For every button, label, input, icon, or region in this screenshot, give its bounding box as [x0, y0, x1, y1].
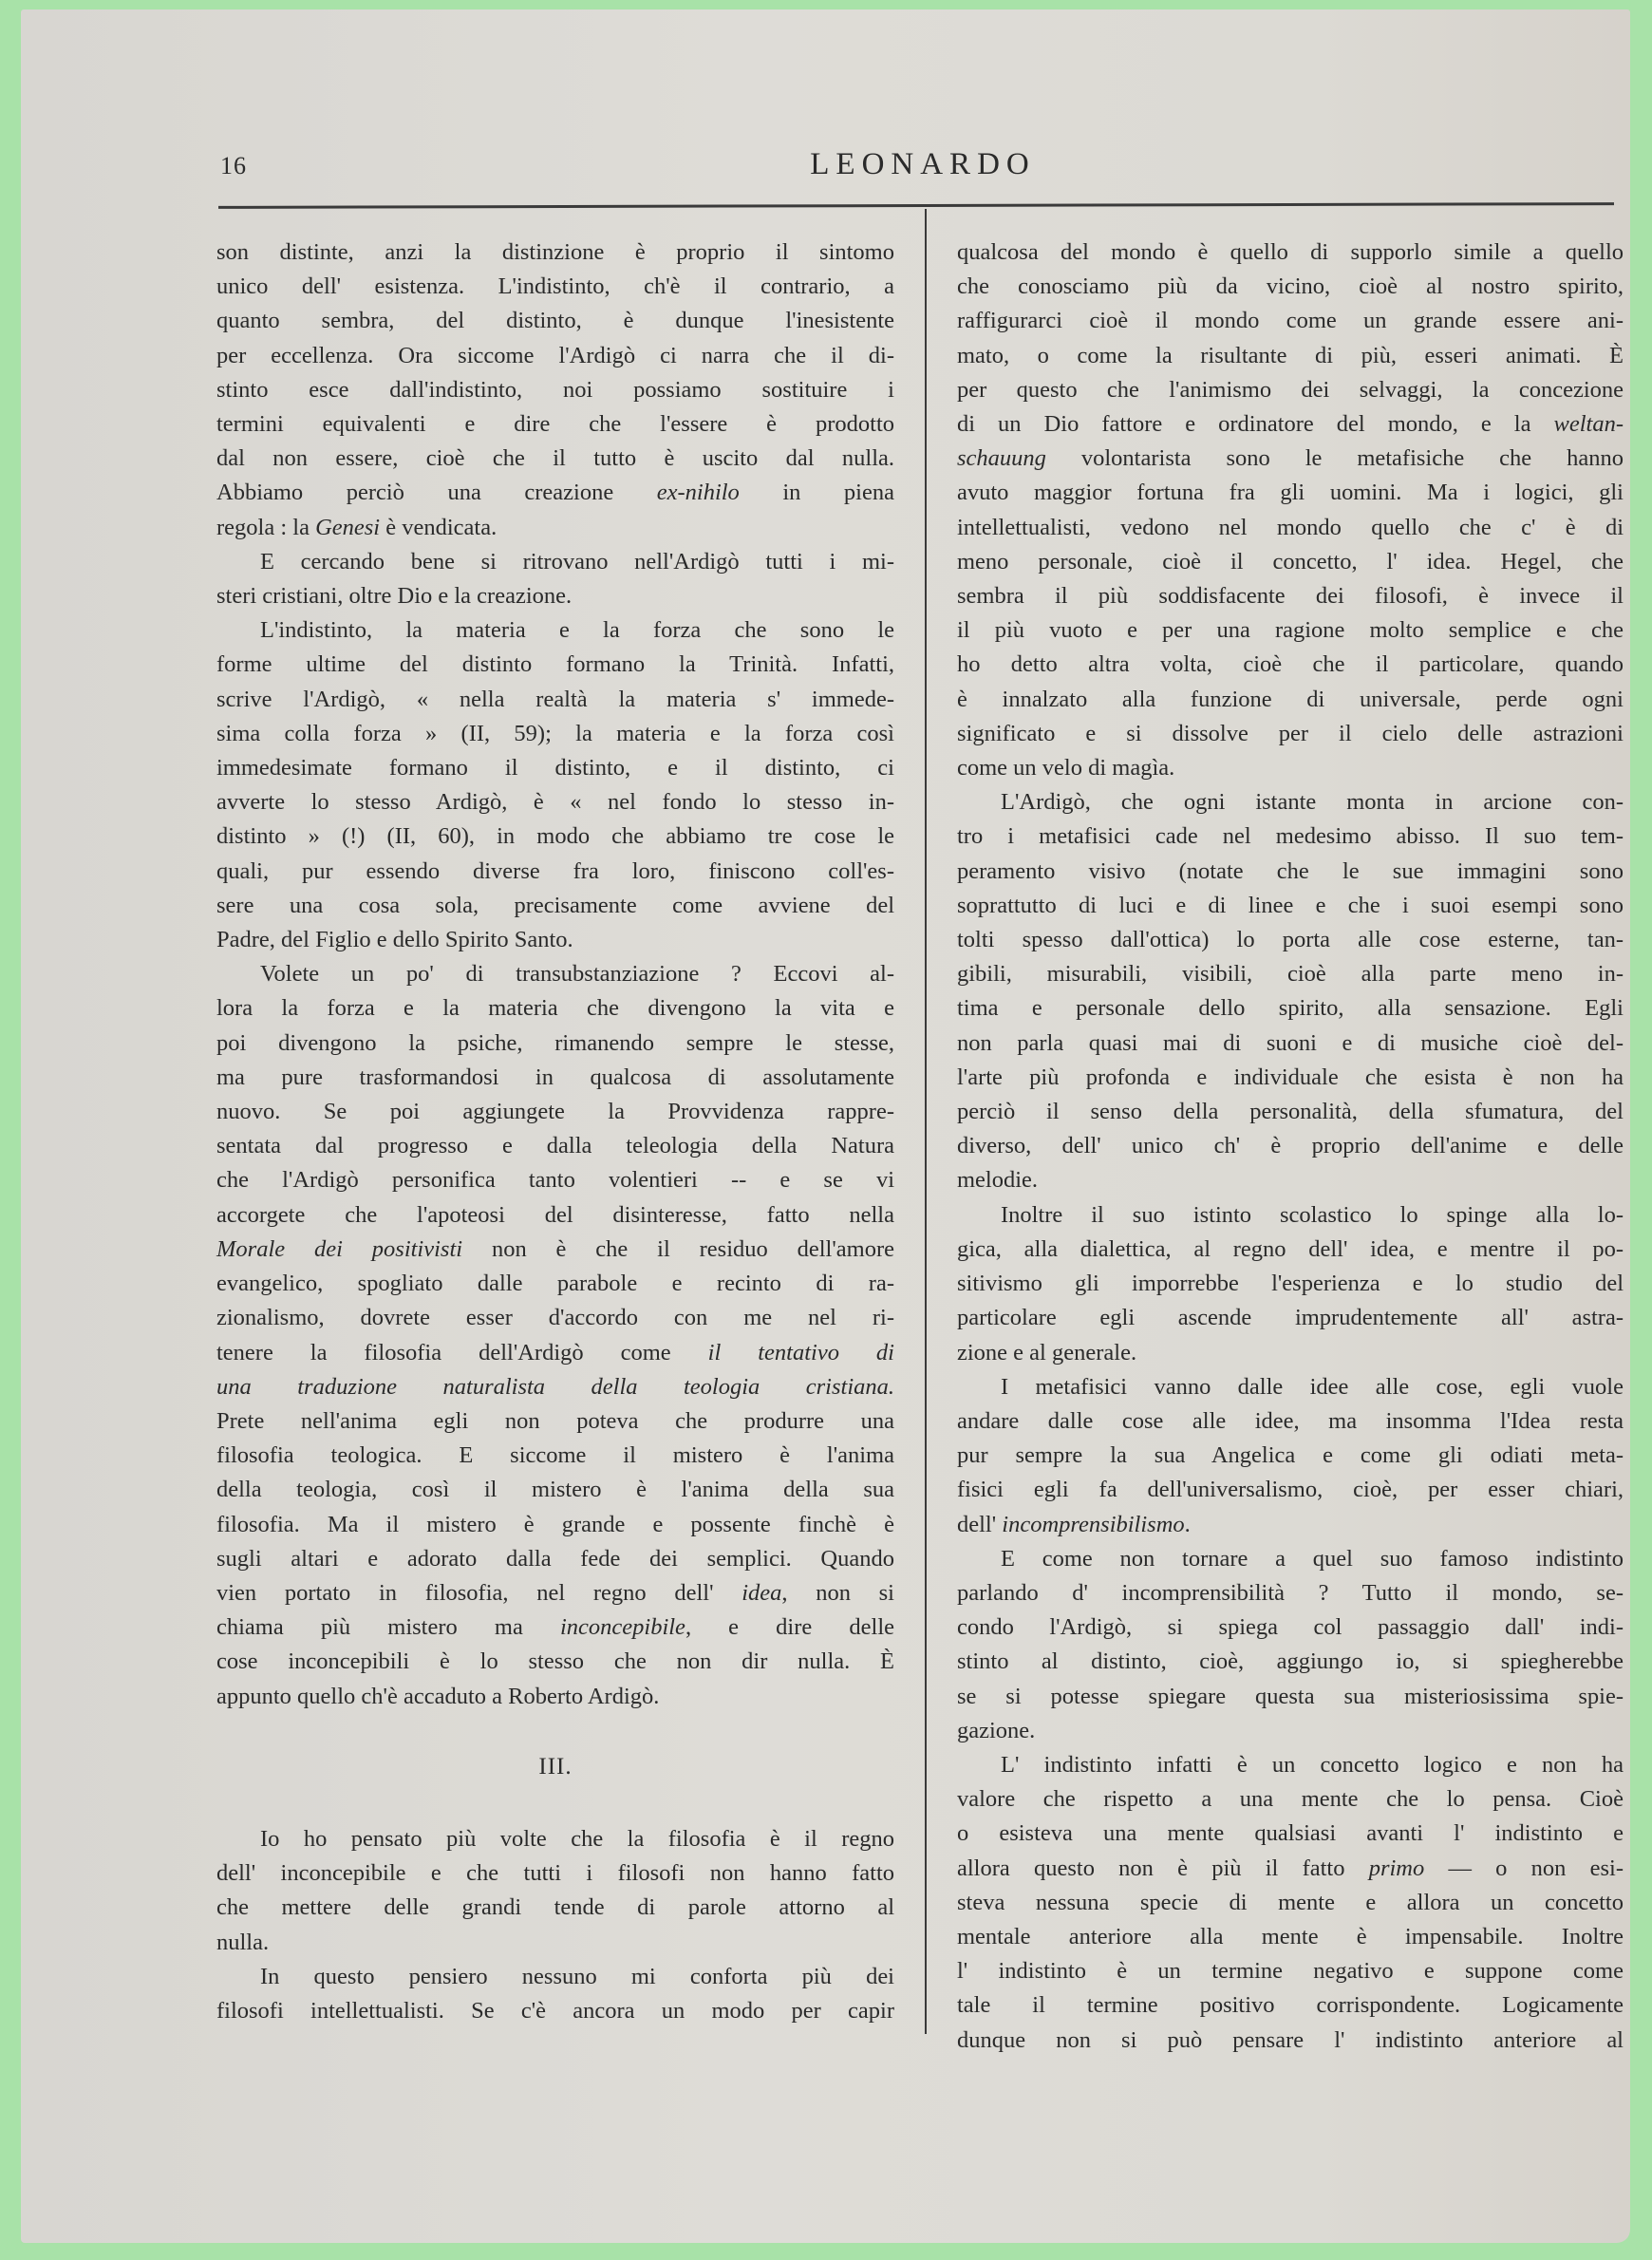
text-run: dunque non si può pensare l' indistinto anteriore al [957, 2026, 1624, 2053]
text-line [216, 613, 894, 648]
text-line [216, 1542, 894, 1576]
text-run: tale il termine positivo corrispondente. Logicamente [957, 1992, 1624, 2019]
text-line [216, 1163, 894, 1197]
text-run: , non si [781, 1579, 894, 1606]
text-line [957, 1163, 1624, 1197]
text-line [957, 270, 1624, 304]
text-line [957, 1508, 1624, 1542]
text-line [216, 1822, 894, 1856]
text-run: stinto al distinto, cioè, aggiungo io, si spiegherebbe [957, 1648, 1624, 1675]
text-run: della teologia, così il mistero è l'anima della sua [216, 1477, 894, 1503]
text-line [957, 1576, 1624, 1610]
text-run: immedesimate formano il distinto, e il distinto, ci [216, 755, 894, 782]
text-run: significato e si dissolve per il cielo delle astrazioni [957, 720, 1624, 746]
italic-text-run: incomprensibilismo [1002, 1511, 1185, 1537]
left-column-text [216, 235, 894, 1714]
italic-text-run: il tentativo di [707, 1339, 894, 1365]
text-line [216, 1680, 894, 1714]
text-run: peramento visivo (notate che le sue immagini sono [957, 857, 1624, 884]
text-line [957, 1645, 1624, 1679]
text-run: ho detto altra volta, cioè che il particolare, quando [957, 651, 1624, 678]
text-line [216, 717, 894, 751]
text-run: sentata dal progresso e dalla teleologia della Natura [216, 1133, 894, 1159]
text-run: accorgete che l'apoteosi del disinteresse, fatto nella [216, 1201, 894, 1228]
text-run: tima e personale dello spirito, alla sensazione. Egli [957, 995, 1624, 1022]
text-run: Volete un po' di transubstanziazione ? Eccovi al- [260, 961, 894, 988]
text-line [957, 2024, 1624, 2058]
text-line [957, 1473, 1624, 1507]
text-run: Prete nell'anima egli non poteva che produrre una [216, 1407, 894, 1434]
text-line [216, 1439, 894, 1473]
text-run: tenere la filosofia dell'Ardigò come [216, 1339, 708, 1365]
text-line [957, 1748, 1624, 1782]
text-line [216, 1473, 894, 1507]
text-line [957, 1267, 1624, 1301]
text-line [216, 1508, 894, 1542]
text-run: filosofia. Ma il mistero è grande e possente finchè è [216, 1511, 894, 1537]
text-run: zionalismo, dovrete esser d'accordo con me nel ri- [216, 1305, 894, 1331]
text-line [957, 1026, 1624, 1061]
text-run: meno personale, cioè il concetto, l' idea. Hegel, che [957, 548, 1624, 574]
text-line [957, 339, 1624, 373]
text-run: volontarista sono le metafisiche che hanno [1045, 445, 1624, 472]
text-run: evangelico, spogliato dalle parabole e recinto di ra- [216, 1271, 894, 1297]
text-line [216, 991, 894, 1026]
text-run: l' indistinto è un termine negativo e suppone come [957, 1958, 1624, 1985]
text-run: nuovo. Se poi aggiungete la Provvidenza rappre- [216, 1099, 894, 1125]
text-line [957, 1886, 1624, 1920]
text-line [216, 785, 894, 819]
text-line [957, 579, 1624, 613]
text-line [216, 1960, 894, 1994]
text-line [216, 751, 894, 785]
header-rule [218, 202, 1614, 209]
scanned-page [21, 9, 1630, 2243]
text-line [216, 683, 894, 717]
text-run: mato, o come la risultante di più, esseri animati. È [957, 342, 1624, 368]
text-run: intellettualisti, vedono nel mondo quello che c' è di [957, 514, 1624, 540]
text-line [957, 1680, 1624, 1714]
running-title: LEONARDO [810, 147, 1036, 181]
text-run: vien portato in filosofia, nel regno dell' [216, 1579, 742, 1606]
text-run: di un Dio fattore e ordinatore del mondo, e la [957, 411, 1554, 438]
text-run: filosofi intellettualisti. Se c'è ancora un modo per capir [216, 1997, 894, 2024]
text-line [957, 1129, 1624, 1163]
text-line [216, 304, 894, 338]
text-run: L'indistinto, la materia e la forza che sono le [260, 617, 894, 644]
text-run: chiama più mistero ma [216, 1614, 560, 1641]
italic-text-run: primo [1368, 1855, 1425, 1881]
text-run: E cercando bene si ritrovano nell'Ardigò tutti i mi- [260, 548, 894, 574]
text-line [957, 1336, 1624, 1370]
text-run: avverte lo stesso Ardigò, è « nel fondo lo stesso in- [216, 789, 894, 816]
text-run: particolare egli ascende imprudentemente all' astra- [957, 1305, 1624, 1331]
text-run: Abbiamo perciò una creazione [216, 480, 657, 506]
text-run: — o non esi- [1424, 1855, 1624, 1881]
text-line [216, 819, 894, 854]
text-line [216, 1095, 894, 1129]
text-line [957, 957, 1624, 991]
left-column-text-after-heading [216, 1822, 894, 2028]
text-run: ma pure trasformandosi in qualcosa di assolutamente [216, 1064, 894, 1090]
text-run: appunto quello ch'è accaduto a Roberto Ardigò. [216, 1683, 660, 1709]
text-line [216, 1856, 894, 1891]
text-run: melodie. [957, 1167, 1039, 1194]
text-line [957, 373, 1624, 407]
text-line [216, 1129, 894, 1163]
italic-text-run: idea [742, 1579, 782, 1606]
text-line [957, 545, 1624, 579]
text-line [957, 407, 1624, 442]
text-line [216, 1267, 894, 1301]
text-run: tolti spesso dall'ottica) lo porta alle cose esterne, tan- [957, 927, 1624, 953]
text-line [216, 511, 894, 545]
text-line [216, 1198, 894, 1233]
text-run: andare dalle cose alle idee, ma insomma l'Idea resta [957, 1407, 1624, 1434]
section-heading: III. [538, 1753, 573, 1780]
text-line [957, 1061, 1624, 1095]
text-run: che l'Ardigò personifica tanto volentieri -- e se vi [216, 1167, 894, 1194]
text-run: zione e al generale. [957, 1339, 1137, 1365]
text-run: raffigurarci cioè il mondo come un grande essere ani- [957, 308, 1624, 334]
italic-text-run: Morale dei positivisti [216, 1235, 463, 1262]
text-run: , e dire delle [685, 1614, 895, 1641]
text-run: diverso, dell' unico ch' è proprio dell'anime e delle [957, 1133, 1624, 1159]
text-run: sembra il più soddisfacente dei filosofi, è invece il [957, 583, 1624, 610]
text-run: unico dell' esistenza. L'indistinto, ch'è il contrario, a [216, 273, 894, 300]
text-line [216, 373, 894, 407]
text-run: regola : la [216, 514, 316, 540]
text-line [216, 1891, 894, 1925]
text-run: sere una cosa sola, precisamente come avviene del [216, 892, 894, 918]
text-run: qualcosa del mondo è quello di supporlo simile a quello [957, 239, 1624, 265]
text-run: L'Ardigò, che ogni istante monta in arcione con- [1001, 789, 1624, 816]
text-line [957, 304, 1624, 338]
text-run: sugli altari e adorato dalla fede dei semplici. Quando [216, 1545, 894, 1572]
text-run: mentale anteriore alla mente è impensabile. Inoltre [957, 1923, 1624, 1949]
page-number: 16 [220, 152, 247, 179]
text-line [957, 923, 1624, 957]
text-run: gica, alla dialettica, al regno dell' idea, e mentre il po- [957, 1235, 1624, 1262]
text-line [957, 819, 1624, 854]
text-line [216, 1336, 894, 1370]
text-line [957, 991, 1624, 1026]
text-line [957, 889, 1624, 923]
text-line [216, 235, 894, 270]
text-run: sitivismo gli imporrebbe l'esperienza e lo studio del [957, 1271, 1624, 1297]
text-line [957, 1852, 1624, 1886]
text-run: quanto sembra, del distinto, è dunque l'inesistente [216, 308, 894, 334]
text-run: E come non tornare a quel suo famoso indistinto [1001, 1545, 1624, 1572]
text-line [957, 785, 1624, 819]
text-line [216, 1576, 894, 1610]
text-line [216, 1026, 894, 1061]
text-line [957, 511, 1624, 545]
text-run: se si potesse spiegare questa sua misteriosissima spie- [957, 1683, 1624, 1709]
text-line [957, 1542, 1624, 1576]
text-line [216, 1645, 894, 1679]
italic-text-run: weltan- [1553, 411, 1624, 438]
text-line [216, 1994, 894, 2028]
text-line [216, 855, 894, 889]
text-line [216, 1404, 894, 1439]
text-line [957, 1404, 1624, 1439]
italic-text-run: Genesi [315, 514, 381, 540]
text-line [957, 1370, 1624, 1404]
text-run: . [1184, 1511, 1191, 1537]
text-line [957, 1095, 1624, 1129]
text-line [216, 923, 894, 957]
text-run: quali, pur essendo diverse fra loro, finiscono coll'es- [216, 857, 894, 884]
text-line [957, 613, 1624, 648]
column-divider [925, 209, 927, 2034]
text-line [957, 855, 1624, 889]
text-line [957, 1817, 1624, 1851]
text-run: distinto » (!) (II, 60), in modo che abbiamo tre cose le [216, 823, 894, 850]
text-run: sima colla forza » (II, 59); la materia e la forza così [216, 720, 894, 746]
text-run: condo l'Ardigò, si spiega col passaggio dall' indi- [957, 1614, 1624, 1641]
text-run: è innalzato alla funzione di universale, perde ogni [957, 686, 1624, 712]
text-run: avuto maggior fortuna fra gli uomini. Ma i logici, gli [957, 480, 1624, 506]
italic-text-run: ex-nihilo [656, 480, 740, 506]
text-line [216, 442, 894, 476]
text-line [957, 476, 1624, 510]
text-line [957, 235, 1624, 270]
text-line [216, 957, 894, 991]
text-run: che mettere delle grandi tende di parole attorno al [216, 1894, 894, 1921]
text-line [216, 579, 894, 613]
text-line [957, 1920, 1624, 1954]
text-run: cose inconcepibili è lo stesso che non dir nulla. È [216, 1648, 894, 1675]
text-run: filosofia teologica. E siccome il mistero è l'anima [216, 1442, 894, 1469]
text-run: L' indistinto infatti è un concetto logico e non ha [1001, 1751, 1624, 1778]
text-line [216, 270, 894, 304]
right-column-text [957, 235, 1624, 2058]
text-run: Io ho pensato più volte che la filosofia è il regno [260, 1825, 894, 1852]
text-line [957, 717, 1624, 751]
text-run: fisici egli fa dell'universalismo, cioè, per esser chiari, [957, 1477, 1624, 1503]
text-run: per eccellenza. Ora siccome l'Ardigò ci narra che il di- [216, 342, 894, 368]
text-line [957, 683, 1624, 717]
text-line [957, 1439, 1624, 1473]
text-run: che conosciamo più da vicino, cioè al nostro spirito, [957, 273, 1624, 300]
text-run: dell' [957, 1511, 1003, 1537]
text-line [216, 1926, 894, 1960]
text-run: non è che il residuo dell'amore [462, 1235, 894, 1262]
text-run: l'arte più profonda e individuale che esista è non ha [957, 1064, 1624, 1090]
text-run: Inoltre il suo istinto scolastico lo spinge alla lo- [1001, 1201, 1624, 1228]
left-column [216, 235, 894, 2028]
text-run: Padre, del Figlio e dello Spirito Santo. [216, 927, 573, 953]
text-run: forme ultime del distinto formano la Trinità. Infatti, [216, 651, 894, 678]
text-line [216, 1233, 894, 1267]
text-run: il più vuoto e per una ragione molto semplice e che [957, 617, 1624, 644]
text-line [957, 751, 1624, 785]
text-run: soprattutto di luci e di linee e che i suoi esempi sono [957, 892, 1624, 918]
text-run: in piena [739, 480, 894, 506]
text-run: parlando d' incomprensibilità ? Tutto il mondo, se- [957, 1579, 1624, 1606]
text-line [957, 442, 1624, 476]
text-run: dell' inconcepibile e che tutti i filosofi non hanno fatto [216, 1860, 894, 1887]
text-line [216, 1610, 894, 1645]
text-line [957, 648, 1624, 682]
text-run: poi divengono la psiche, rimanendo sempre le stesse, [216, 1029, 894, 1056]
italic-text-run: inconcepibile [559, 1614, 685, 1641]
right-column [957, 235, 1624, 2058]
text-run: tro i metafisici cade nel medesimo abisso. Il suo tem- [957, 823, 1624, 850]
text-line [957, 1301, 1624, 1335]
text-run: steva nessuna specie di mente e allora un concetto [957, 1889, 1624, 1915]
text-run: dal non essere, cioè che il tutto è uscito dal nulla. [216, 445, 894, 472]
text-line [216, 648, 894, 682]
text-line [957, 1198, 1624, 1233]
text-line [957, 1954, 1624, 1988]
text-line [216, 1370, 894, 1404]
text-line [957, 1782, 1624, 1817]
text-line [957, 1988, 1624, 2023]
text-run: scrive l'Ardigò, « nella realtà la materia s' immede- [216, 686, 894, 712]
text-run: per questo che l'animismo dei selvaggi, la concezione [957, 376, 1624, 403]
text-run: nulla. [216, 1929, 270, 1955]
text-run: allora questo non è più il fatto [957, 1855, 1369, 1881]
text-run: come un velo di magìa. [957, 755, 1175, 782]
text-run: perciò il senso della personalità, della sfumatura, del [957, 1099, 1624, 1125]
text-line [957, 1714, 1624, 1748]
text-line [216, 1301, 894, 1335]
italic-text-run: una traduzione naturalista della teologia cristiana. [216, 1373, 894, 1400]
text-run: son distinte, anzi la distinzione è proprio il sintomo [216, 239, 894, 265]
text-run: termini equivalenti e dire che l'essere è prodotto [216, 411, 894, 438]
text-line [216, 545, 894, 579]
text-run: o esisteva una mente qualsiasi avanti l' indistinto e [957, 1820, 1624, 1847]
text-run: In questo pensiero nessuno mi conforta più dei [260, 1963, 894, 1989]
text-run: stinto esce dall'indistinto, noi possiamo sostituire i [216, 376, 894, 403]
italic-text-run: schauung [957, 445, 1046, 472]
text-run: I metafisici vanno dalle idee alle cose, egli vuole [1001, 1373, 1624, 1400]
text-line [216, 1061, 894, 1095]
text-run: steri cristiani, oltre Dio e la creazione. [216, 583, 573, 610]
text-line [216, 889, 894, 923]
text-run: gibili, misurabili, visibili, cioè alla parte meno in- [957, 961, 1624, 988]
text-run: valore che rispetto a una mente che lo pensa. Cioè [957, 1786, 1624, 1813]
text-run: lora la forza e la materia che divengono la vita e [216, 995, 894, 1022]
text-run: è vendicata. [380, 514, 497, 540]
text-line [216, 476, 894, 510]
text-run: non parla quasi mai di suoni e di musiche cioè del- [957, 1029, 1624, 1056]
text-run: gazione. [957, 1717, 1036, 1743]
text-line [216, 339, 894, 373]
text-line [216, 407, 894, 442]
text-line [957, 1610, 1624, 1645]
text-line [957, 1233, 1624, 1267]
text-run: pur sempre la sua Angelica e come gli odiati meta- [957, 1442, 1624, 1469]
